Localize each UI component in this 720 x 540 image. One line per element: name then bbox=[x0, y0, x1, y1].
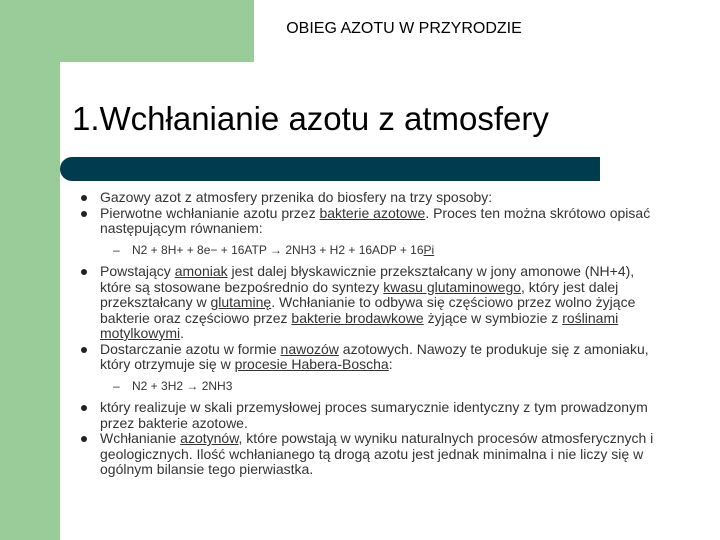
bullet-text: , który jest dalej przekształcany w bbox=[100, 278, 619, 310]
equation-text: N2 + 8H+ + 8e− + 16ATP → 2NH3 + H2 + 16ADP + 16 bbox=[132, 242, 424, 257]
bullet-text: Powstający bbox=[100, 263, 175, 279]
link-nawozy[interactable]: nawozów bbox=[280, 340, 339, 357]
title-rule bbox=[60, 157, 600, 181]
list-item bbox=[80, 342, 660, 373]
list-item bbox=[80, 400, 660, 431]
list-item bbox=[80, 206, 660, 237]
bullet-text: Gazowy azot z atmosfery przenika do biosfery na trzy sposoby: bbox=[100, 189, 493, 205]
top-green-block bbox=[0, 0, 254, 62]
header-title: OBIEG AZOTU W PRZYRODZIE bbox=[286, 20, 522, 37]
bullet-text: , które powstają w wyniku naturalnych procesów atmosferycznych i geologicznych. Ilość wchłanianego tą drogą azotu jest jednak minimalna i nie liczy się w ogólnym bilansie tego pierwiastka. bbox=[100, 430, 654, 477]
bullet-text: żyjące w symbiozie z bbox=[423, 309, 563, 326]
bullet-text: Pierwotne wchłanianie azotu przez bbox=[100, 204, 320, 221]
equation-text: N2 + 3H2 → 2NH3 bbox=[132, 378, 233, 393]
bullet-icon bbox=[81, 269, 87, 275]
bullet-text: azotowych. Nawozy te produkuje się z amoniaku, który otrzymuje się w bbox=[100, 340, 649, 372]
dash-marker: – bbox=[113, 242, 120, 257]
bullet-text: jest dalej błyskawicznie przekształcany w jony amonowe (NH+4), które są stosowane bezpośrednio do syntezy bbox=[100, 263, 635, 295]
list-item bbox=[80, 431, 660, 478]
bullet-text: . Wchłanianie to odbywa się częściowo przez wolno żyjące bakterie oraz częściowo przez bbox=[100, 294, 636, 326]
bullet-icon bbox=[81, 347, 87, 353]
bullet-text: Dostarczanie azotu w formie bbox=[100, 340, 281, 357]
list-item bbox=[80, 264, 660, 342]
bullet-icon bbox=[81, 211, 87, 217]
left-green-bar bbox=[0, 0, 60, 540]
bullet-text: Wchłanianie bbox=[100, 430, 181, 446]
link-rosliny-motylkowe[interactable]: roślinami motylkowymi bbox=[100, 309, 619, 341]
list-item bbox=[80, 190, 660, 206]
link-proces-habera-boscha[interactable]: procesie Habera-Boscha bbox=[234, 356, 389, 372]
bullet-text: . Proces ten można skrótowo opisać następującym równaniem: bbox=[100, 204, 651, 236]
bullet-text: . bbox=[180, 325, 185, 341]
bullet-icon bbox=[81, 195, 87, 201]
link-kwas-glutaminowy[interactable]: kwasu glutaminowego bbox=[383, 278, 522, 295]
slide-title: 1.Wchłanianie azotu z atmosfery bbox=[72, 100, 549, 137]
link-pi[interactable]: Pi bbox=[423, 242, 435, 257]
bullet-icon bbox=[81, 436, 87, 442]
bullet-icon bbox=[81, 405, 87, 411]
link-glutamina[interactable]: glutaminę bbox=[210, 294, 272, 310]
bullet-text: : bbox=[388, 356, 393, 372]
link-azotyny[interactable]: azotynów bbox=[180, 430, 239, 446]
bullet-text: który realizuje w skali przemysłowej proces sumarycznie identyczny z tym prowadzonym przez bakterie azotowe. bbox=[100, 399, 648, 431]
bullet-list bbox=[80, 190, 660, 478]
link-amoniak[interactable]: amoniak bbox=[174, 263, 228, 279]
dash-marker: – bbox=[113, 378, 120, 393]
sub-item bbox=[80, 379, 660, 395]
link-bakterie-azotowe[interactable]: bakterie azotowe bbox=[319, 204, 426, 221]
sub-item bbox=[80, 243, 660, 259]
link-bakterie-brodawkowe[interactable]: bakterie brodawkowe bbox=[291, 309, 424, 326]
